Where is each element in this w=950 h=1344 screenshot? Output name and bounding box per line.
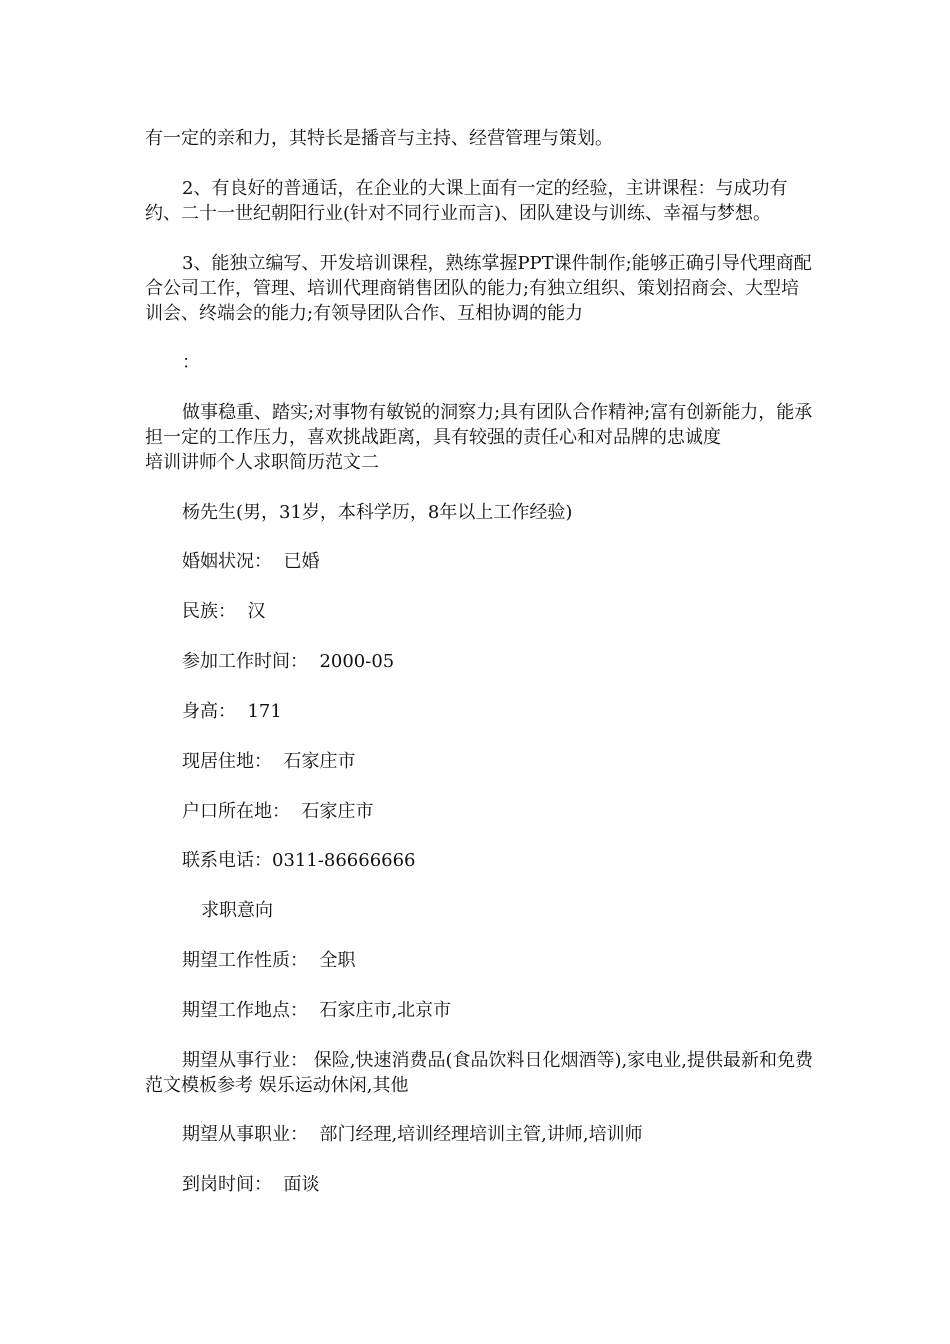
job-occupation-label: 期望从事职业：	[182, 1124, 308, 1145]
work-start-label: 参加工作时间：	[182, 651, 308, 672]
personality-paragraph: 做事稳重、踏实;对事物有敏锐的洞察力;具有团队合作精神;富有创新能力，能承担一定的工作压力，喜欢挑战距离，具有较强的责任心和对品牌的忠诚度	[145, 402, 813, 448]
job-occupation-row	[145, 1122, 815, 1147]
job-industry-value: 保险,快速消费品(食品饮料日化烟酒等),家电业,提供最新和免费范文模板参考 娱乐运动休闲,其他	[145, 1050, 813, 1096]
job-nature-row	[145, 948, 815, 973]
colon-line: ：	[182, 352, 200, 373]
start-date-value: 面谈	[283, 1174, 320, 1195]
height-row	[145, 699, 815, 724]
phone-value: 0311-86666666	[272, 850, 416, 871]
start-date-label: 到岗时间：	[182, 1174, 272, 1195]
hukou-value: 石家庄市	[301, 801, 374, 822]
section-title: 培训讲师个人求职简历范文二	[145, 452, 379, 473]
item-3-paragraph: 3、能独立编写、开发培训课程，熟练掌握PPT课件制作;能够正确引导代理商配合公司工作，管理、培训代理商销售团队的能力;有独立组织、策划招商会、大型培训会、终端会的能力;有领导团队合作、互相协调的能力	[145, 253, 812, 324]
phone-label: 联系电话：	[182, 850, 272, 871]
job-occupation-value: 部门经理,培训经理培训主管,讲师,培训师	[319, 1124, 643, 1145]
residence-row	[145, 749, 815, 774]
job-location-label: 期望工作地点：	[182, 1000, 308, 1021]
ethnicity-label: 民族：	[182, 601, 236, 622]
job-industry-label: 期望从事行业：	[182, 1050, 308, 1071]
job-location-row	[145, 998, 815, 1023]
height-label: 身高：	[182, 701, 236, 722]
phone-row	[145, 848, 815, 873]
job-location-value: 石家庄市,北京市	[319, 1000, 452, 1021]
residence-value: 石家庄市	[283, 751, 356, 772]
marital-status-label: 婚姻状况：	[182, 551, 272, 572]
start-date-row	[145, 1172, 815, 1197]
work-start-value: 2000-05	[319, 651, 395, 672]
job-intent-heading: 求职意向	[201, 900, 273, 921]
job-industry-row	[145, 1048, 815, 1098]
residence-label: 现居住地：	[182, 751, 272, 772]
ethnicity-value: 汉	[247, 601, 266, 622]
hukou-row	[145, 799, 815, 824]
ethnicity-row	[145, 599, 815, 624]
item-2-paragraph: 2、有良好的普通话，在企业的大课上面有一定的经验，主讲课程：与成功有约、二十一世纪朝阳行业(针对不同行业而言)、团队建设与训练、幸福与梦想。	[145, 178, 788, 224]
hukou-label: 户口所在地：	[182, 801, 290, 822]
height-value: 171	[247, 701, 282, 722]
job-nature-value: 全职	[319, 950, 356, 971]
work-start-row	[145, 649, 815, 674]
job-nature-label: 期望工作性质：	[182, 950, 308, 971]
intro-tail-paragraph: 有一定的亲和力，其特长是播音与主持、经营管理与策划。	[145, 128, 613, 149]
marital-status-row	[145, 549, 815, 574]
marital-status-value: 已婚	[283, 551, 320, 572]
candidate-summary: 杨先生(男，31岁，本科学历，8年以上工作经验)	[182, 502, 573, 523]
